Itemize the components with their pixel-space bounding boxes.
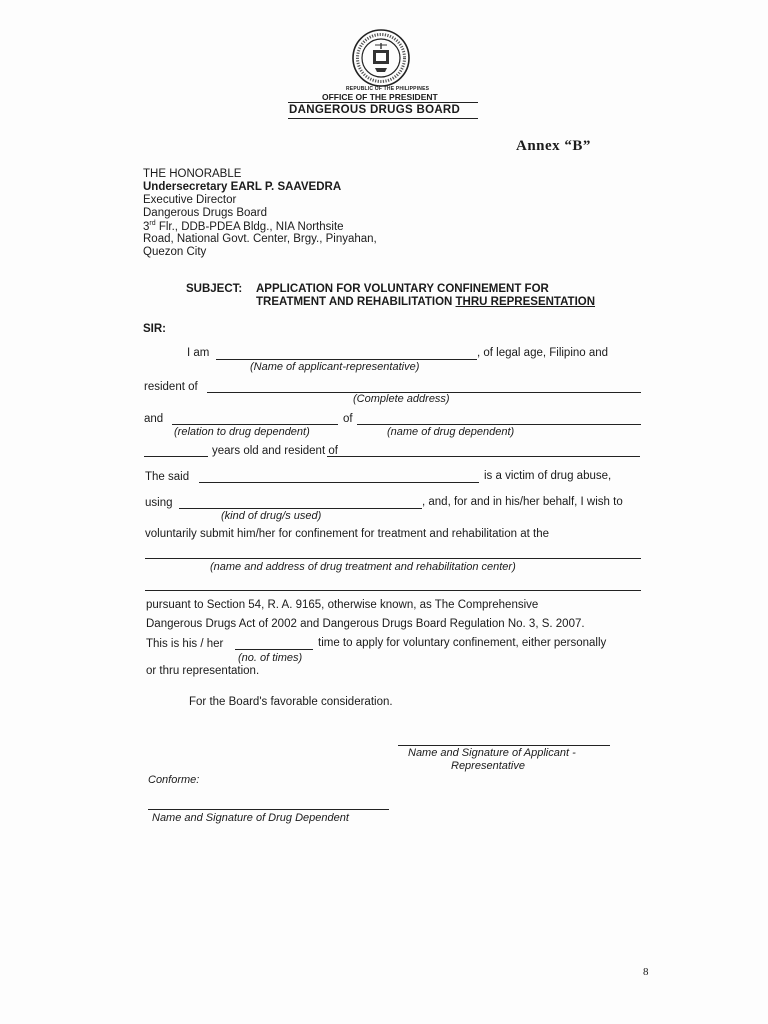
- behalf-text: , and, for and in his/her behalf, I wish to: [422, 496, 623, 508]
- dependent-signature-label: Name and Signature of Drug Dependent: [152, 812, 349, 824]
- applicant-signature-label1: Name and Signature of Applicant -: [408, 747, 576, 759]
- time-to-apply-text: time to apply for voluntary confinement, either personally: [318, 637, 607, 649]
- applicant-signature-label2: Representative: [451, 760, 525, 772]
- subject-line1: APPLICATION FOR VOLUNTARY CONFINEMENT FOR: [256, 283, 549, 295]
- dependent-residence-field[interactable]: [327, 456, 640, 457]
- victim-text: is a victim of drug abuse,: [484, 470, 612, 482]
- number-of-times-hint: (no. of times): [238, 652, 303, 664]
- applicant-name-hint: (Name of applicant-representative): [250, 361, 420, 373]
- drug-dependent-name-field[interactable]: [357, 424, 641, 425]
- drugs-used-hint: (kind of drug/s used): [221, 510, 322, 522]
- addressee-address-line3: Quezon City: [143, 246, 207, 258]
- applicant-name-field[interactable]: [216, 359, 477, 360]
- this-is-text: This is his / her: [146, 638, 224, 650]
- complete-address-hint: (Complete address): [353, 393, 450, 405]
- annex-label: Annex “B”: [516, 138, 591, 154]
- center-field-line1[interactable]: [145, 558, 641, 559]
- subject-label: SUBJECT:: [186, 283, 243, 295]
- republic-label: REPUBLIC OF THE PHILIPPINES: [346, 86, 430, 92]
- the-said-text: The said: [145, 471, 190, 483]
- conforme-label: Conforme:: [148, 774, 200, 786]
- relation-field[interactable]: [172, 424, 338, 425]
- the-said-field[interactable]: [199, 482, 479, 483]
- addressee-office: Dangerous Drugs Board: [143, 207, 268, 219]
- closing-text: For the Board's favorable consideration.: [189, 696, 393, 708]
- header-rule-top: [288, 102, 478, 103]
- drug-dependent-name-hint: (name of drug dependent): [387, 426, 515, 438]
- resident-of-text: resident of: [144, 381, 198, 393]
- of-text: of: [343, 413, 353, 425]
- i-am-text: I am: [187, 347, 210, 359]
- relation-hint: (relation to drug dependent): [174, 426, 310, 438]
- header-rule-bottom: [288, 118, 478, 119]
- applicant-signature-line[interactable]: [398, 745, 610, 746]
- dependent-signature-line[interactable]: [148, 809, 389, 810]
- drugs-used-field[interactable]: [179, 508, 422, 509]
- center-hint: (name and address of drug treatment and rehabilitation center): [210, 561, 516, 573]
- pursuant-line2: Dangerous Drugs Act of 2002 and Dangerous Drugs Board Regulation No. 3, S. 2007.: [146, 618, 585, 630]
- legal-age-text: , of legal age, Filipino and: [477, 347, 609, 359]
- years-old-text: years old and resident of: [212, 445, 338, 457]
- page-number: 8: [643, 966, 649, 978]
- office-label: OFFICE OF THE PRESIDENT: [322, 92, 438, 102]
- addressee-address-line1: 3rd Flr., DDB-PDEA Bldg., NIA Northsite: [143, 220, 344, 233]
- age-field[interactable]: [144, 456, 208, 457]
- addressee-name: Undersecretary EARL P. SAAVEDRA: [143, 181, 342, 193]
- addressee-title: Executive Director: [143, 194, 237, 206]
- voluntarily-text: voluntarily submit him/her for confinement for treatment and rehabilitation at the: [145, 528, 549, 540]
- using-text: using: [145, 497, 173, 509]
- addressee-honorific: THE HONORABLE: [143, 168, 242, 180]
- number-of-times-field[interactable]: [235, 649, 313, 650]
- pursuant-line1: pursuant to Section 54, R. A. 9165, otherwise known, as The Comprehensive: [146, 599, 539, 611]
- center-field-line2[interactable]: [145, 590, 641, 591]
- board-name: DANGEROUS DRUGS BOARD: [289, 104, 461, 116]
- or-thru-text: or thru representation.: [146, 665, 260, 677]
- ddb-seal-logo: [351, 28, 411, 88]
- subject-line2: TREATMENT AND REHABILITATION THRU REPRESENTATION: [256, 296, 596, 308]
- salutation: SIR:: [143, 323, 166, 335]
- addressee-address-line2: Road, National Govt. Center, Brgy., Pinyahan,: [143, 233, 377, 245]
- and-text: and: [144, 413, 164, 425]
